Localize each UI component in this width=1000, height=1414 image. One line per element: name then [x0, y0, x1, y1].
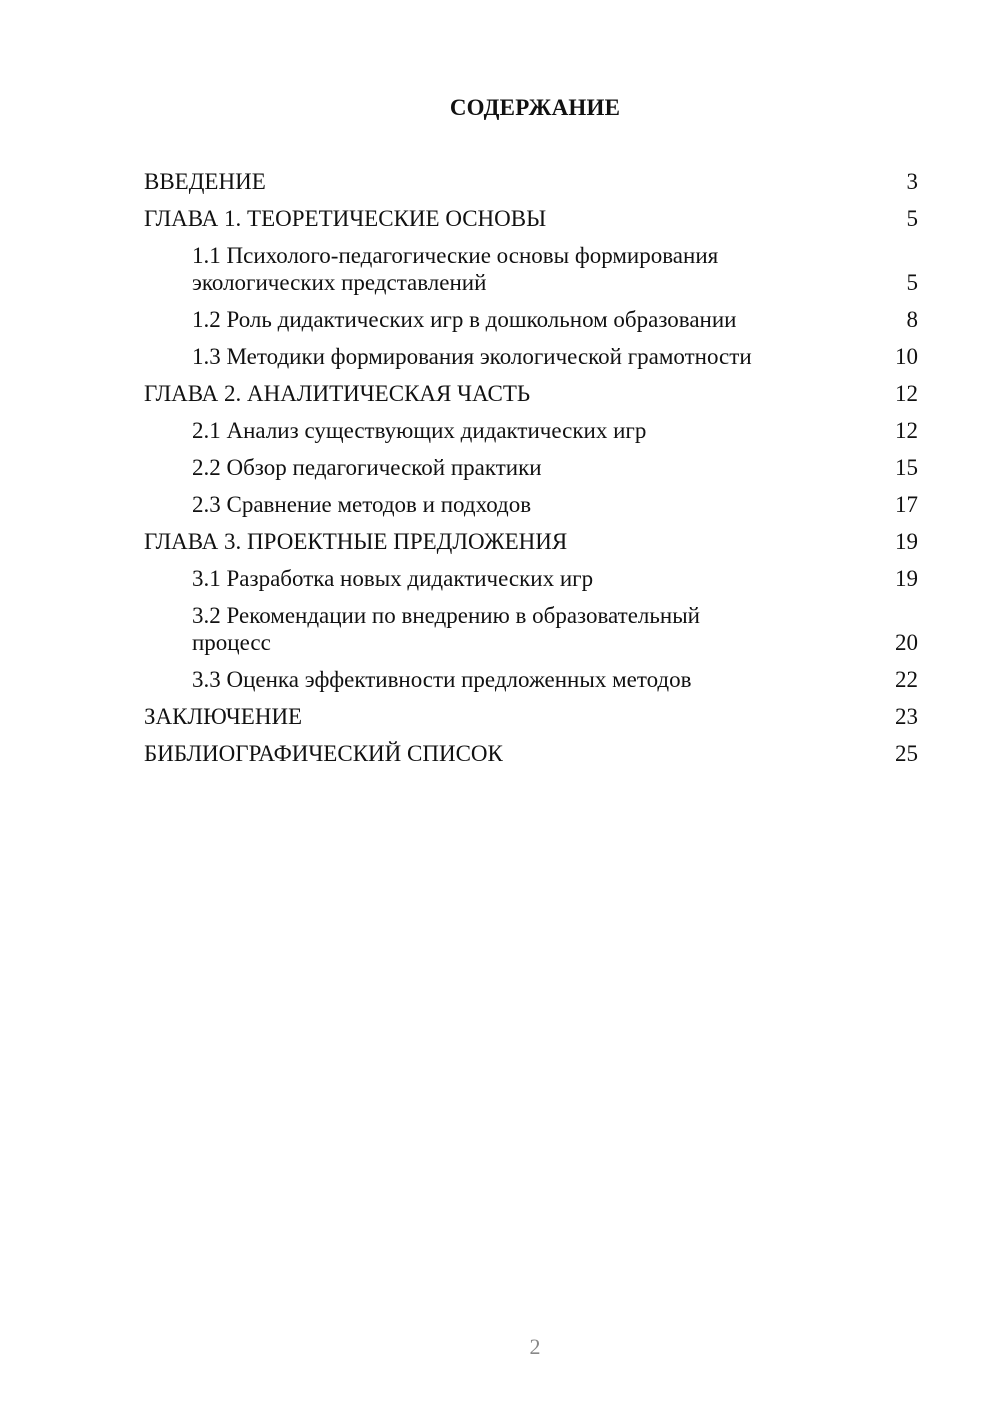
table-of-contents — [144, 168, 918, 777]
toc-entry-page: 5 — [906, 206, 918, 231]
toc-entry-label: 2.2 Обзор педагогической практики — [192, 455, 542, 480]
toc-entry-label: ВВЕДЕНИЕ — [144, 169, 266, 194]
toc-entry-page: 17 — [895, 492, 918, 517]
toc-entry-page: 19 — [895, 529, 918, 554]
toc-entry-label: 1.3 Методики формирования экологической грамотности — [192, 344, 752, 369]
toc-entry-page: 25 — [895, 741, 918, 766]
toc-entry-chapter-2 — [144, 380, 918, 407]
toc-entry-section-1-3 — [144, 343, 918, 370]
page-number: 2 — [529, 1334, 541, 1359]
toc-entry-section-3-2 — [144, 602, 918, 656]
toc-entry-section-3-3 — [144, 666, 918, 693]
toc-entry-page: 12 — [895, 381, 918, 406]
toc-entry-page: 10 — [895, 344, 918, 369]
toc-entry-label: ГЛАВА 2. АНАЛИТИЧЕСКАЯ ЧАСТЬ — [144, 381, 531, 406]
toc-entry-label: 1.2 Роль дидактических игр в дошкольном образовании — [192, 307, 737, 332]
toc-entry-introduction — [144, 168, 918, 195]
toc-entry-section-1-2 — [144, 306, 918, 333]
toc-entry-page: 3 — [906, 169, 918, 194]
toc-entry-section-2-1 — [144, 417, 918, 444]
toc-entry-label: 3.2 Рекомендации по внедрению в образовательный процесс — [192, 603, 700, 655]
toc-entry-chapter-3 — [144, 528, 918, 555]
toc-entry-label: ГЛАВА 3. ПРОЕКТНЫЕ ПРЕДЛОЖЕНИЯ — [144, 529, 568, 554]
toc-entry-conclusion — [144, 703, 918, 730]
toc-entry-label: 3.3 Оценка эффективности предложенных методов — [192, 667, 692, 692]
toc-entry-page: 12 — [895, 418, 918, 443]
toc-entry-label: ЗАКЛЮЧЕНИЕ — [144, 704, 303, 729]
toc-entry-page: 19 — [895, 566, 918, 591]
toc-entry-page: 22 — [895, 667, 918, 692]
toc-entry-label: ГЛАВА 1. ТЕОРЕТИЧЕСКИЕ ОСНОВЫ — [144, 206, 547, 231]
toc-entry-section-2-3 — [144, 491, 918, 518]
toc-entry-page: 15 — [895, 455, 918, 480]
toc-entry-label: 2.3 Сравнение методов и подходов — [192, 492, 532, 517]
toc-entry-page: 20 — [895, 630, 918, 655]
toc-entry-label: БИБЛИОГРАФИЧЕСКИЙ СПИСОК — [144, 741, 503, 766]
toc-entry-label: 3.1 Разработка новых дидактических игр — [192, 566, 594, 591]
toc-entry-section-2-2 — [144, 454, 918, 481]
toc-entry-bibliography — [144, 740, 918, 767]
toc-entry-chapter-1 — [144, 205, 918, 232]
toc-entry-section-3-1 — [144, 565, 918, 592]
toc-entry-section-1-1 — [144, 242, 918, 296]
toc-entry-page: 23 — [895, 704, 918, 729]
toc-entry-page: 5 — [906, 270, 918, 295]
toc-entry-label: 1.1 Психолого-педагогические основы формирования экологических представлений — [192, 243, 719, 295]
toc-entry-page: 8 — [906, 307, 918, 332]
toc-heading: СОДЕРЖАНИЕ — [449, 95, 621, 120]
toc-entry-label: 2.1 Анализ существующих дидактических игр — [192, 418, 647, 443]
